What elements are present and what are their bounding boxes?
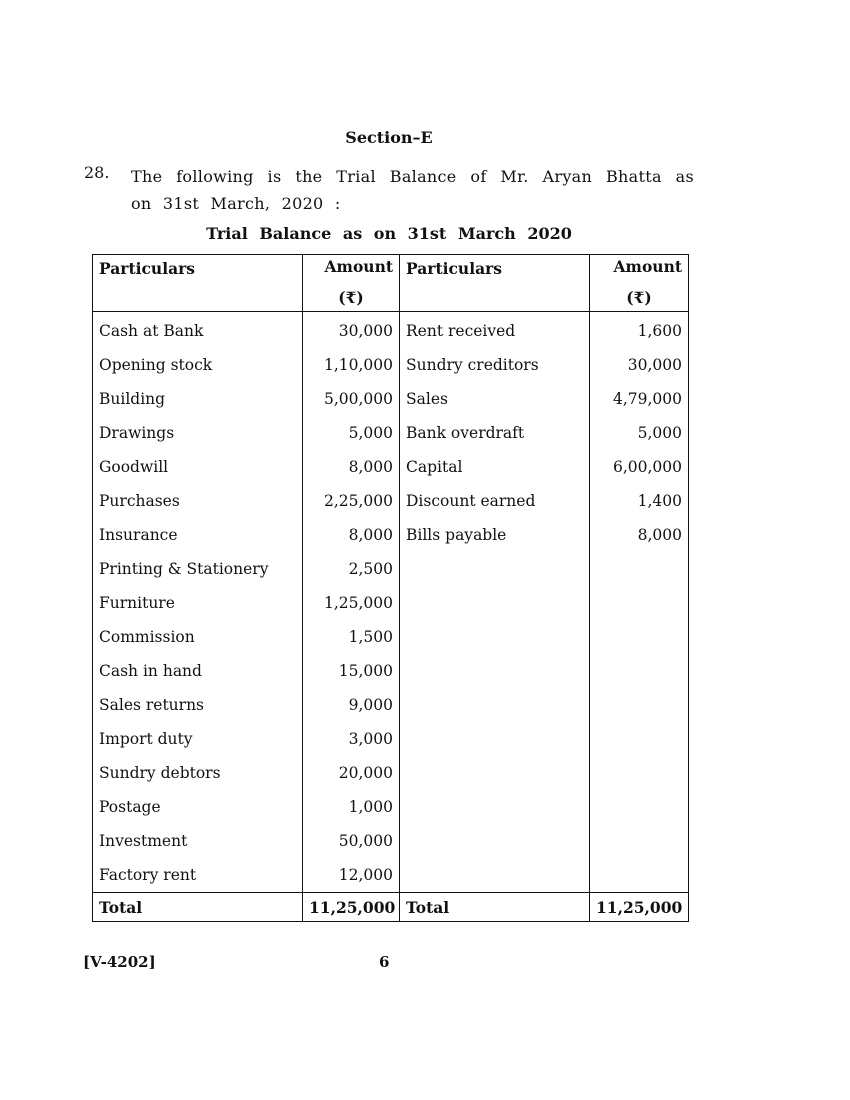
- total-amount-left: 11,25,000: [303, 893, 400, 922]
- left-amount-cell: 1,10,000: [303, 348, 400, 382]
- right-particular-cell: [400, 722, 590, 756]
- left-amount-cell: 50,000: [303, 824, 400, 858]
- left-amount-cell: 1,500: [303, 620, 400, 654]
- table-row: [93, 858, 689, 893]
- right-amount-cell: [590, 620, 689, 654]
- right-amount-cell: [590, 756, 689, 790]
- table-row: [93, 586, 689, 620]
- left-particular-cell: Sales returns: [93, 688, 303, 722]
- right-amount-cell: [590, 790, 689, 824]
- left-amount-cell: 3,000: [303, 722, 400, 756]
- header-currency-right: (₹): [626, 288, 652, 307]
- left-amount-cell: 20,000: [303, 756, 400, 790]
- table-header-row: [93, 255, 689, 312]
- table-row: [93, 790, 689, 824]
- left-amount-cell: 1,000: [303, 790, 400, 824]
- right-particular-cell: [400, 858, 590, 893]
- question-text: The following is the Trial Balance of Mr. Aryan Bhatta as on 31st March, 2020 :: [131, 167, 694, 213]
- header-amount-right-label: Amount: [613, 257, 682, 276]
- trial-balance-table: [92, 254, 689, 922]
- right-particular-cell: Sundry creditors: [400, 348, 590, 382]
- trial-balance-title: Trial Balance as on 31st March 2020: [206, 224, 572, 243]
- right-particular-cell: [400, 654, 590, 688]
- left-particular-cell: Goodwill: [93, 450, 303, 484]
- right-particular-cell: Bills payable: [400, 518, 590, 552]
- table-row: [93, 824, 689, 858]
- header-amount-left: [303, 255, 400, 312]
- right-particular-cell: [400, 756, 590, 790]
- table-row: [93, 382, 689, 416]
- right-particular-cell: [400, 552, 590, 586]
- left-particular-cell: Building: [93, 382, 303, 416]
- page-number: 6: [379, 953, 390, 971]
- table-row: [93, 416, 689, 450]
- right-amount-cell: [590, 654, 689, 688]
- right-amount-cell: 1,400: [590, 484, 689, 518]
- table-row: [93, 312, 689, 349]
- left-particular-cell: Opening stock: [93, 348, 303, 382]
- header-particulars-left: Particulars: [93, 255, 303, 312]
- left-particular-cell: Printing & Stationery: [93, 552, 303, 586]
- left-amount-cell: 8,000: [303, 450, 400, 484]
- left-amount-cell: 2,25,000: [303, 484, 400, 518]
- right-amount-cell: 1,600: [590, 312, 689, 349]
- table-row: [93, 450, 689, 484]
- left-particular-cell: Commission: [93, 620, 303, 654]
- total-row: [93, 893, 689, 922]
- paper-code: [V-4202]: [83, 953, 156, 971]
- table-row: [93, 552, 689, 586]
- table-row: [93, 654, 689, 688]
- right-particular-cell: Discount earned: [400, 484, 590, 518]
- table-row: [93, 756, 689, 790]
- left-particular-cell: Investment: [93, 824, 303, 858]
- table-row: [93, 484, 689, 518]
- table-row: [93, 722, 689, 756]
- right-amount-cell: [590, 586, 689, 620]
- left-amount-cell: 2,500: [303, 552, 400, 586]
- header-amount-left-label: Amount: [324, 257, 393, 276]
- right-amount-cell: [590, 858, 689, 893]
- left-particular-cell: Purchases: [93, 484, 303, 518]
- right-amount-cell: 30,000: [590, 348, 689, 382]
- header-currency-left: (₹): [338, 288, 364, 307]
- right-amount-cell: 5,000: [590, 416, 689, 450]
- right-amount-cell: [590, 688, 689, 722]
- left-amount-cell: 12,000: [303, 858, 400, 893]
- right-particular-cell: Capital: [400, 450, 590, 484]
- table-row: [93, 688, 689, 722]
- question-number: 28.: [84, 163, 110, 182]
- left-amount-cell: 5,000: [303, 416, 400, 450]
- right-amount-cell: [590, 824, 689, 858]
- left-particular-cell: Cash in hand: [93, 654, 303, 688]
- right-particular-cell: [400, 586, 590, 620]
- left-particular-cell: Sundry debtors: [93, 756, 303, 790]
- right-particular-cell: [400, 688, 590, 722]
- right-amount-cell: [590, 722, 689, 756]
- left-particular-cell: Import duty: [93, 722, 303, 756]
- right-amount-cell: 4,79,000: [590, 382, 689, 416]
- section-heading: Section–E: [345, 128, 433, 147]
- right-particular-cell: [400, 620, 590, 654]
- total-label-left: Total: [93, 893, 303, 922]
- left-amount-cell: 30,000: [303, 312, 400, 349]
- right-particular-cell: Sales: [400, 382, 590, 416]
- left-particular-cell: Furniture: [93, 586, 303, 620]
- table-row: [93, 620, 689, 654]
- right-amount-cell: 8,000: [590, 518, 689, 552]
- header-amount-right: [590, 255, 689, 312]
- total-amount-right: 11,25,000: [590, 893, 689, 922]
- right-particular-cell: Rent received: [400, 312, 590, 349]
- left-particular-cell: Factory rent: [93, 858, 303, 893]
- right-amount-cell: [590, 552, 689, 586]
- left-amount-cell: 8,000: [303, 518, 400, 552]
- right-particular-cell: Bank overdraft: [400, 416, 590, 450]
- left-amount-cell: 15,000: [303, 654, 400, 688]
- left-amount-cell: 1,25,000: [303, 586, 400, 620]
- header-particulars-right: Particulars: [400, 255, 590, 312]
- table-row: [93, 518, 689, 552]
- left-amount-cell: 5,00,000: [303, 382, 400, 416]
- right-particular-cell: [400, 824, 590, 858]
- left-particular-cell: Postage: [93, 790, 303, 824]
- total-label-right: Total: [400, 893, 590, 922]
- left-particular-cell: Drawings: [93, 416, 303, 450]
- left-particular-cell: Cash at Bank: [93, 312, 303, 349]
- right-particular-cell: [400, 790, 590, 824]
- left-particular-cell: Insurance: [93, 518, 303, 552]
- table-row: [93, 348, 689, 382]
- left-amount-cell: 9,000: [303, 688, 400, 722]
- right-amount-cell: 6,00,000: [590, 450, 689, 484]
